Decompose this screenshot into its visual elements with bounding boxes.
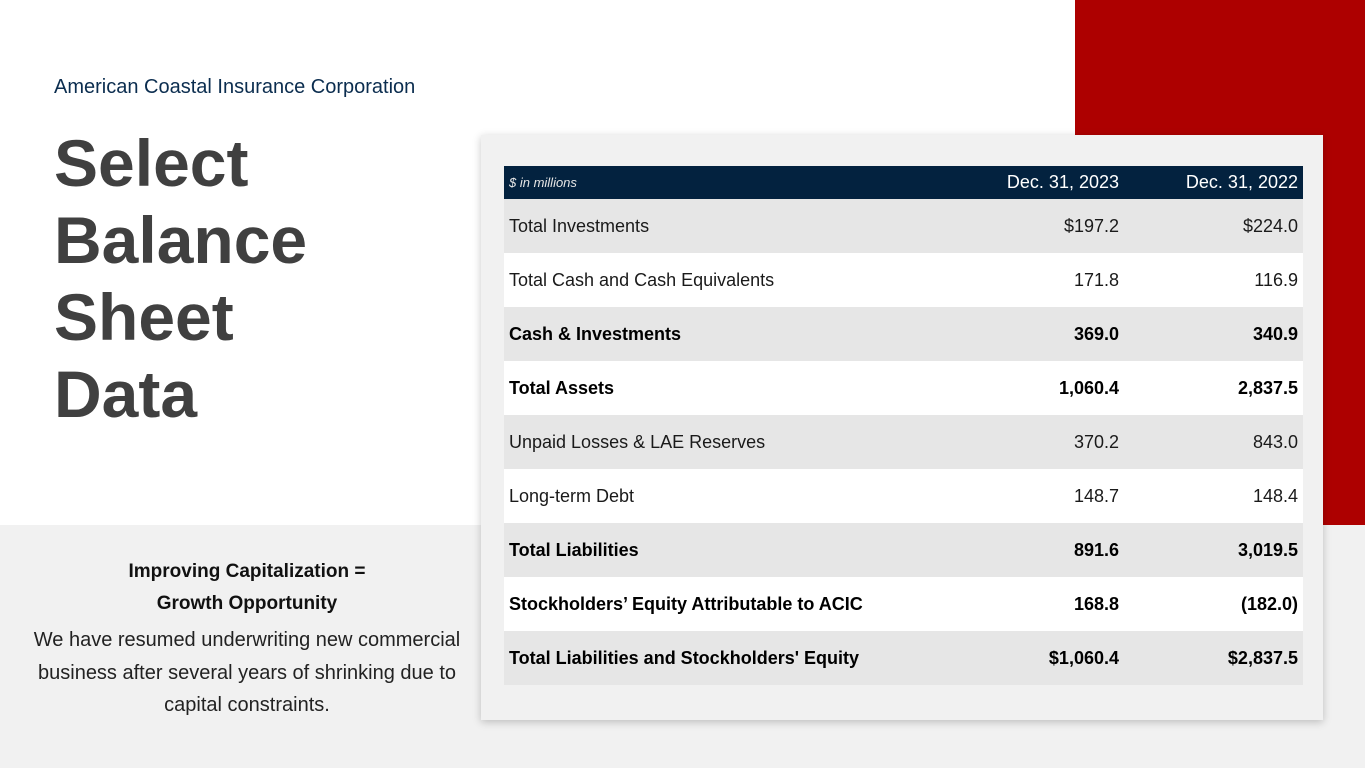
row-label: Total Investments: [509, 215, 650, 236]
row-value: $224.0: [1242, 215, 1298, 236]
row-value: 148.7: [1073, 485, 1119, 506]
table-row: [504, 361, 1303, 415]
caption-heading-line: Growth Opportunity: [156, 593, 338, 614]
column-header: Dec. 31, 2023: [1006, 172, 1119, 192]
company-name: American Coastal Insurance Corporation: [54, 76, 416, 98]
title-line: Sheet: [54, 280, 234, 354]
row-value: $197.2: [1063, 215, 1119, 236]
caption-block: [24, 556, 470, 722]
row-value: 2,837.5: [1237, 377, 1298, 398]
table-row: [504, 523, 1303, 577]
row-label: Cash & Investments: [509, 323, 682, 344]
row-value: 1,060.4: [1058, 377, 1119, 398]
table-row: [504, 577, 1303, 631]
row-label: Long-term Debt: [509, 485, 635, 506]
balance-sheet-table: [504, 166, 1303, 685]
row-label: Total Assets: [509, 377, 615, 398]
column-header: Dec. 31, 2022: [1185, 172, 1298, 192]
row-label: Stockholders’ Equity Attributable to ACIC: [509, 593, 863, 614]
page-title: [54, 125, 307, 433]
title-line: Select: [54, 126, 249, 200]
row-value: 116.9: [1254, 269, 1298, 290]
row-value: 369.0: [1073, 323, 1119, 344]
row-value: 891.6: [1073, 539, 1119, 560]
table-row: [504, 253, 1303, 307]
table-row: [504, 415, 1303, 469]
row-value: $2,837.5: [1227, 647, 1298, 668]
table-body: [504, 199, 1303, 685]
row-label: Unpaid Losses & LAE Reserves: [509, 431, 766, 452]
row-value: 843.0: [1252, 431, 1298, 452]
unit-label: $ in millions: [509, 175, 577, 190]
table-row: [504, 307, 1303, 361]
balance-sheet-card: [481, 135, 1323, 720]
row-value: 168.8: [1073, 593, 1119, 614]
table-row: [504, 631, 1303, 685]
table-row: [504, 469, 1303, 523]
row-value: (182.0): [1240, 593, 1298, 614]
row-value: 171.8: [1073, 269, 1119, 290]
caption-heading-line: Improving Capitalization =: [128, 561, 366, 582]
title-line: Balance: [54, 203, 308, 277]
row-label: Total Cash and Cash Equivalents: [509, 269, 775, 290]
row-value: 148.4: [1252, 485, 1298, 506]
row-value: 3,019.5: [1237, 539, 1298, 560]
title-line: Data: [54, 357, 198, 431]
table-header-row: [504, 166, 1303, 199]
row-value: 370.2: [1073, 431, 1119, 452]
table-row: [504, 199, 1303, 253]
row-label: Total Liabilities and Stockholders' Equity: [509, 647, 859, 668]
caption-body: We have resumed underwriting new commercial business after several years of shrinking due to capital constraints.: [33, 629, 461, 716]
caption-heading: [24, 556, 470, 620]
row-value: $1,060.4: [1048, 647, 1119, 668]
row-value: 340.9: [1252, 323, 1298, 344]
row-label: Total Liabilities: [509, 539, 639, 560]
